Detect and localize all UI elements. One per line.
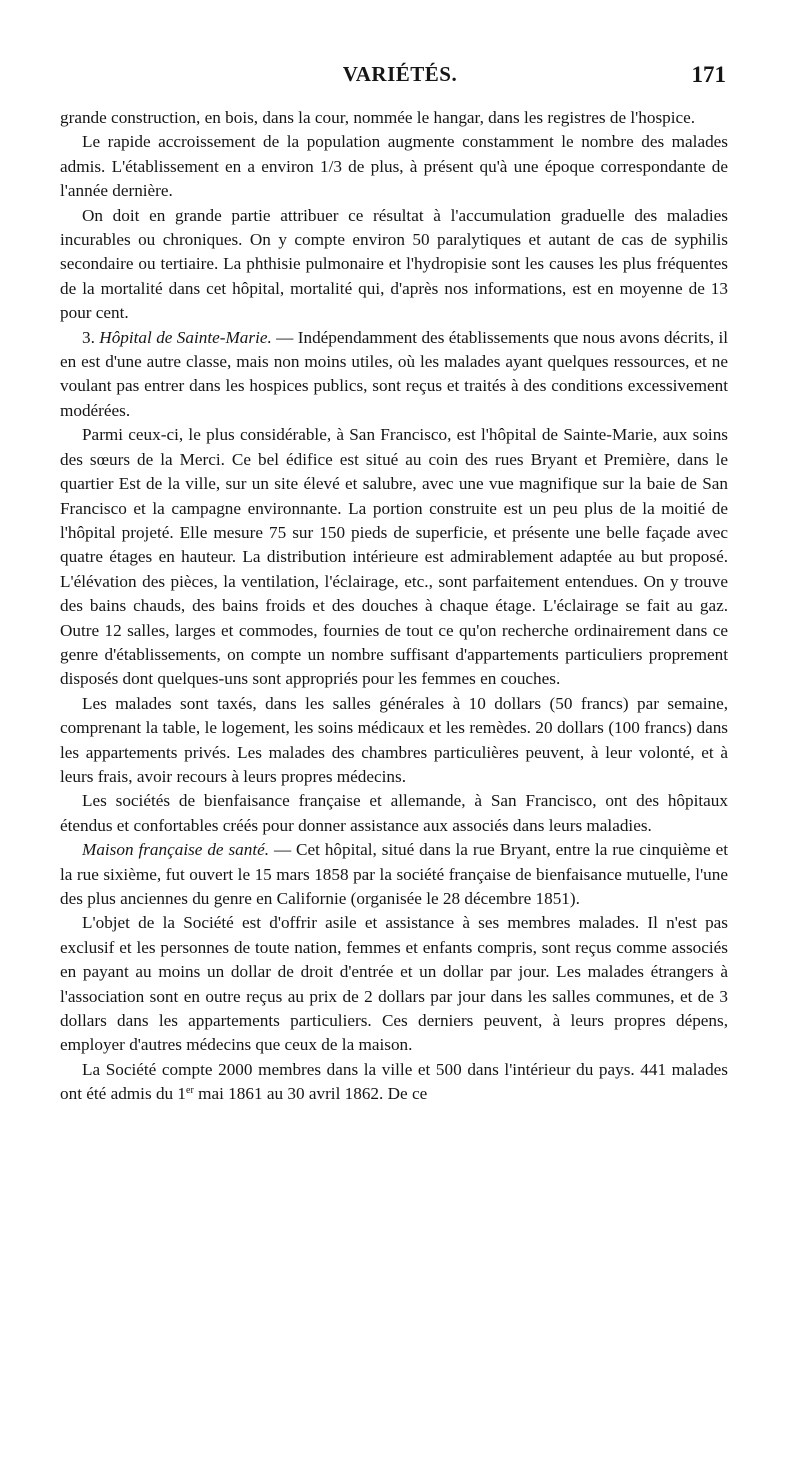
paragraph-text: Parmi ceux-ci, le plus considérable, à San Francisco, est l'hôpital de Sainte-Marie, aux soins des sœurs de la Merci. Ce bel édifice est situé au coin des rues Bryant et Première, dans le quartier Est de la ville, sur un site élevé et salubre, avec une vue magnifique sur la baie de San Francisco et la campagne environnante. La portion construite est un peu plus de la moitié de l'hôpital projeté. Elle mesure 75 sur 150 pieds de superficie, et présente une belle façade avec quatre étages en hauteur. La distribution intérieure est admirablement adaptée au but proposé. L'élévation des pièces, la ventilation, l'éclairage, etc., sont parfaitement entendues. On y trouve des bains chauds, des bains froids et des douches à chaque étage. L'éclairage se fait au gaz. Outre 12 salles, larges et commodes, fournies de tout ce qu'on recherche ordinairement dans ce genre d'établissements, on compte un nombre suffisant d'appartements particuliers proprement disposés dont quelques-uns sont appropriés pour les femmes en couches. (60, 425, 728, 689)
paragraph-text: grande construction, en bois, dans la cour, nommée le hangar, dans les registres de l'hospice. (60, 108, 696, 127)
page-body (60, 106, 728, 1107)
page-number: 171 (691, 62, 726, 87)
paragraph-sainte-marie-description (60, 423, 728, 691)
paragraph-sainte-marie-intro (60, 326, 728, 424)
paragraph-objet-societe (60, 911, 728, 1057)
paragraph-continuation (60, 106, 728, 130)
ordinal-superscript: er (186, 1085, 194, 1097)
paragraph-text: — Indépendamment des établissements que nous avons décrits, il en est d'une autre classe, mais non moins utiles, où les malades ayant quelques ressources, et ne voulant pas entrer dans les hospices publics, sont reçus et traités à des conditions excessivement modérées. (60, 327, 728, 420)
running-title: VARIÉTÉS. (342, 62, 458, 86)
paragraph-text: Les sociétés de bienfaisance française et allemande, à San Francisco, ont des hôpitaux étendus et confortables créés pour donner assistance aux associés dans leurs maladies. (60, 791, 728, 835)
paragraph-text: Le rapide accroissement de la population augmente constamment le nombre des malades admis. L'établissement en a environ 1/3 de plus, à présent qu'à une époque correspondante de l'année dernière. (60, 132, 728, 201)
paragraph-text: L'objet de la Société est d'offrir asile et assistance à ses membres malades. Il n'est pas exclusif et les personnes de toute nation, femmes et enfants compris, sont reçus comme associés en payant au moins un dollar de droit d'entrée et un dollar par jour. Les malades étrangers à l'association sont en outre reçus au prix de 2 dollars par jour dans les salles communes, et de 3 dollars dans les appartements particuliers. Ces derniers peuvent, à leurs propres dépens, employer d'autres médecins que ceux de la maison. (60, 913, 728, 1055)
paragraph-text: Les malades sont taxés, dans les salles générales à 10 dollars (50 francs) par semaine, comprenant la table, le logement, les soins médicaux et les remèdes. 20 dollars (100 francs) dans les appartements privés. Les malades des chambres particulières peuvent, à leur volonté, et à leurs frais, avoir recours à leurs propres médecins. (60, 693, 728, 786)
paragraph-text: On doit en grande partie attribuer ce résultat à l'accumulation graduelle des maladies incurables ou chroniques. On y compte environ 50 paralytiques et autant de cas de syphilis secondaire ou tertiaire. La phthisie pulmonaire et l'hydropisie sont les causes les plus fréquentes de la mortalité dans cet hôpital, mortalité qui, d'après nos informations, est en moyenne de 13 pour cent. (60, 205, 728, 323)
paragraph-text: La Société compte 2000 membres dans la ville et 500 dans l'intérieur du pays. 441 malades ont été admis du 1 (60, 1059, 728, 1104)
paragraph-membres (60, 1058, 728, 1107)
paragraph-maison-francaise (60, 838, 728, 911)
paragraph-text: mai 1861 au 30 avril 1862. De ce (193, 1084, 428, 1104)
section-number: 3. (82, 327, 100, 347)
paragraph-societes (60, 789, 728, 838)
paragraph-tarifs (60, 692, 728, 790)
paragraph-text: — Cet hôpital, situé dans la rue Bryant, entre la rue cinquième et la rue sixième, fut ouvert le 15 mars 1858 par la société française de bienfaisance mutuelle, l'une des plus anciennes du genre en Californie (organisée le 28 décembre 1851). (60, 840, 728, 908)
paragraph-population (60, 130, 728, 203)
page-header (0, 62, 800, 92)
paragraph-incurables (60, 204, 728, 326)
section-title: Maison française de santé. (82, 840, 270, 860)
section-title: Hôpital de Sainte-Marie. (99, 327, 272, 347)
